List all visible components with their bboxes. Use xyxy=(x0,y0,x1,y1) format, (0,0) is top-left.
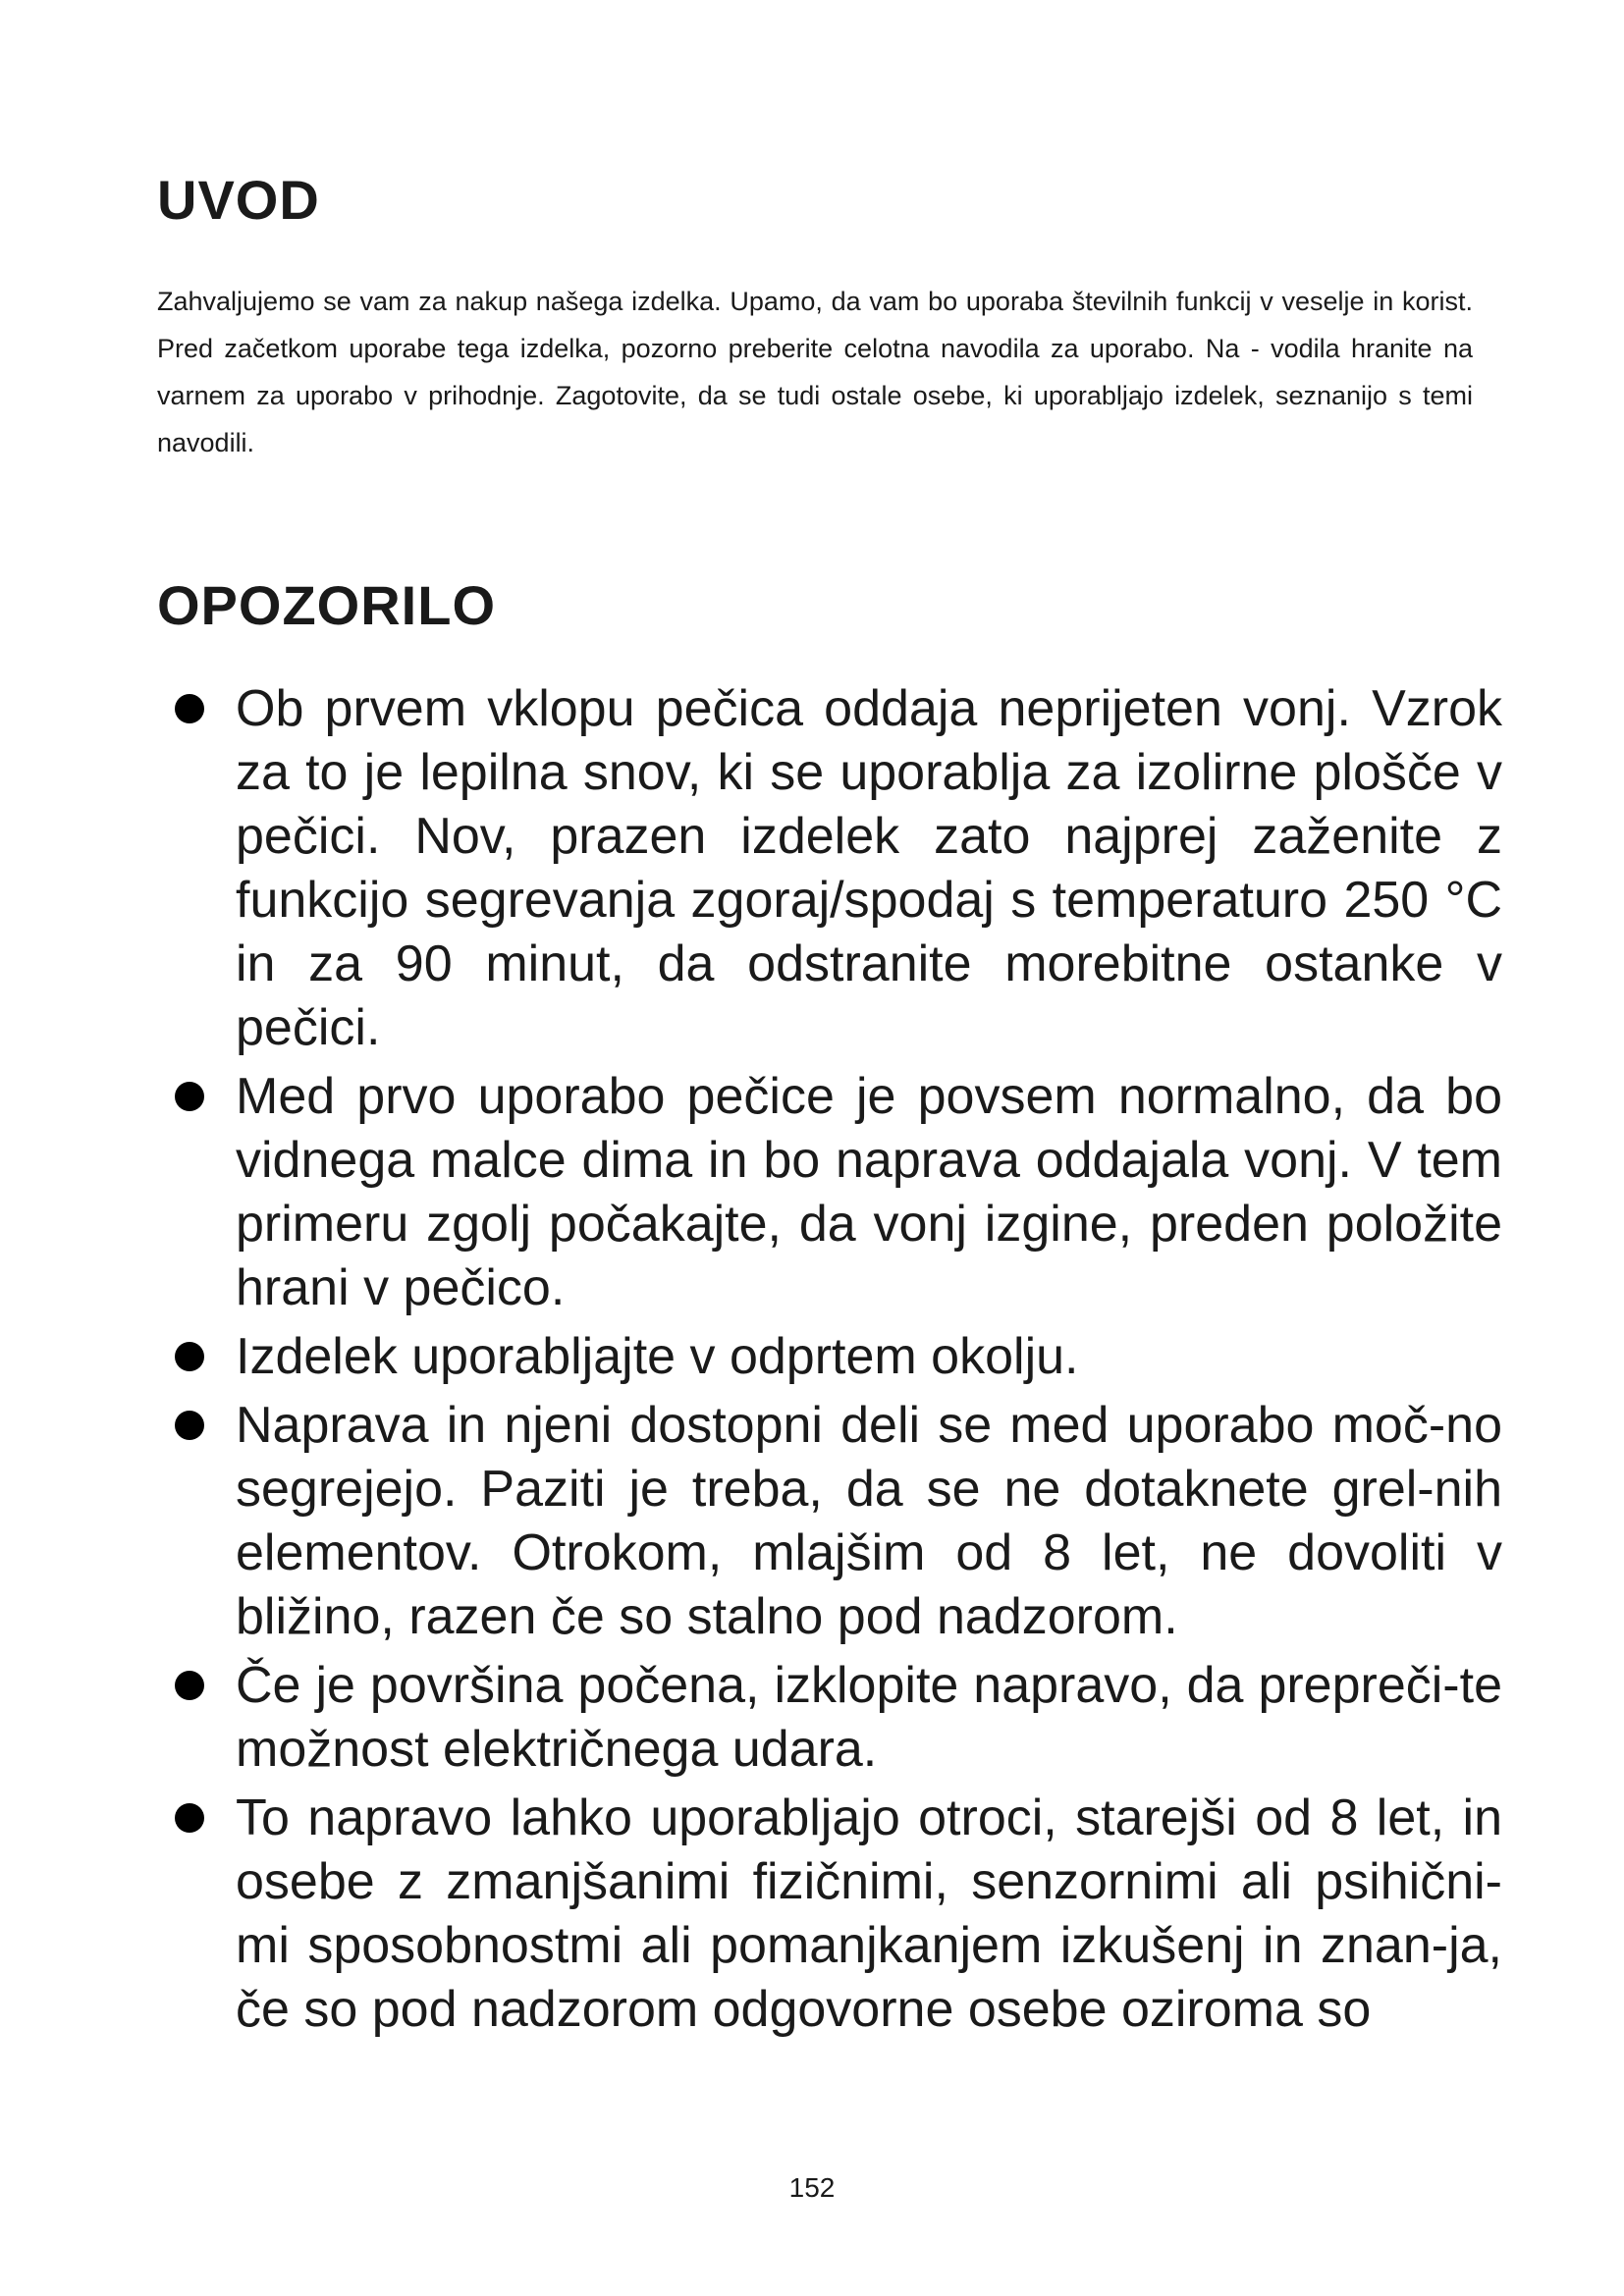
warning-item-text: Naprava in njeni dostopni deli se med uporabo moč-no segrejejo. Paziti je treba, da se ne dotaknete grel-nih elementov. Otrokom, mlajšim od 8 let, ne dovoliti v bližino, razen če so stalno pod nadzorom. xyxy=(236,1397,1502,1645)
warning-item xyxy=(157,677,1502,1060)
warning-item xyxy=(157,1065,1502,1320)
bullet-icon xyxy=(175,1411,204,1440)
bullet-icon xyxy=(175,694,204,723)
warning-item-text: Če je površina počena, izklopite napravo, da prepreči-te možnost električnega udara. xyxy=(236,1657,1502,1778)
warning-item xyxy=(157,1787,1502,2042)
warning-item xyxy=(157,1325,1502,1389)
page-number: 152 xyxy=(788,2172,836,2203)
warning-item xyxy=(157,1394,1502,1649)
warning-item-text: Izdelek uporabljajte v odprtem okolju. xyxy=(236,1328,1079,1385)
bullet-icon xyxy=(175,1803,204,1833)
bullet-icon xyxy=(175,1082,204,1111)
warning-item-text: Med prvo uporabo pečice je povsem normalno, da bo vidnega malce dima in bo naprava oddajala vonj. V tem primeru zgolj počakajte, da vonj izgine, preden položite hrani v pečico. xyxy=(236,1068,1502,1316)
bullet-icon xyxy=(175,1671,204,1700)
bullet-icon xyxy=(175,1342,204,1371)
warning-list xyxy=(157,677,1502,2047)
warning-item-text: To napravo lahko uporabljajo otroci, starejši od 8 let, in osebe z zmanjšanimi fizičnimi, senzornimi ali psihični-mi sposobnostmi ali pomanjkanjem izkušenj in znan-ja, če so pod nadzorom odgovorne osebe oziroma so xyxy=(236,1789,1502,2038)
warning-item xyxy=(157,1654,1502,1782)
intro-heading: UVOD xyxy=(157,169,320,231)
intro-paragraph: Zahvaljujemo se vam za nakup našega izdelka. Upamo, da vam bo uporaba številnih funkcij v veselje in korist. Pred začetkom uporabe tega izdelka, pozorno preberite celotna navodila za uporabo. Na - vodila hranite na varnem za uporabo v prihodnje. Zagotovite, da se tudi ostale osebe, ki uporabljajo izdelek, seznanijo s temi navodili. xyxy=(157,287,1473,457)
warning-item-text: Ob prvem vklopu pečica oddaja neprijeten vonj. Vzrok za to je lepilna snov, ki se uporablja za izolirne plošče v pečici. Nov, prazen izdelek zato najprej zaženite z funkcijo segrevanja zgoraj/spodaj s temperaturo 250 °C in za 90 minut, da odstranite morebitne ostanke v pečici. xyxy=(236,680,1502,1056)
warning-heading: OPOZORILO xyxy=(157,574,496,636)
